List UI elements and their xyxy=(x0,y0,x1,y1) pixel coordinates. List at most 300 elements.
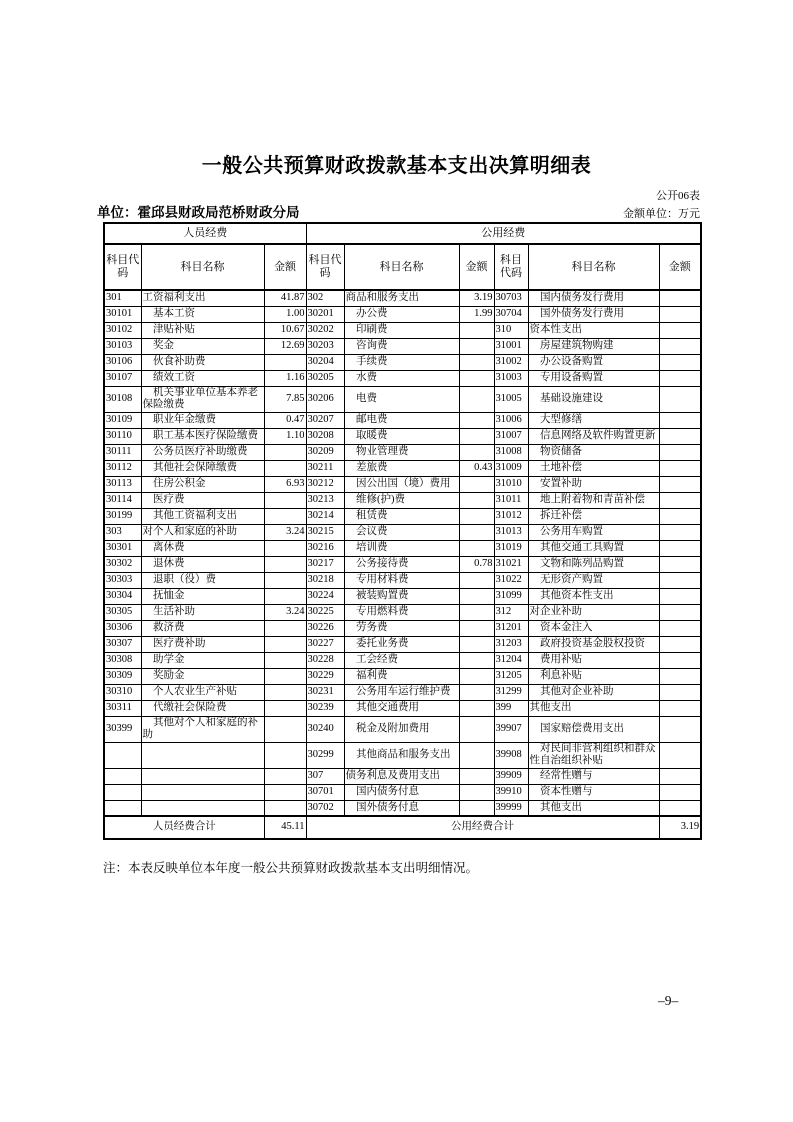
cell-subject-code: 30215 xyxy=(306,524,344,540)
personnel-total-amount: 45.11 xyxy=(264,816,306,839)
cell-amount xyxy=(659,492,701,508)
cell-amount: 6.93 xyxy=(264,476,306,492)
cell-amount xyxy=(459,386,494,412)
cell-subject-name: 基础设施建设 xyxy=(528,386,659,412)
cell-subject-name: 公务用车购置 xyxy=(528,524,659,540)
cell-subject-name: 其他资本性支出 xyxy=(528,588,659,604)
cell-amount xyxy=(459,588,494,604)
cell-subject-name: 公务用车运行维护费 xyxy=(344,684,459,700)
cell-amount xyxy=(264,800,306,816)
cell-subject-name: 土地补偿 xyxy=(528,460,659,476)
table-row xyxy=(104,306,701,322)
cell-amount xyxy=(459,540,494,556)
cell-subject-name: 国家赔偿费用支出 xyxy=(528,716,659,742)
cell-amount xyxy=(659,604,701,620)
cell-amount xyxy=(659,370,701,386)
cell-amount xyxy=(264,652,306,668)
cell-subject-name: 津贴补贴 xyxy=(141,322,264,338)
cell-subject-name: 公务员医疗补助缴费 xyxy=(141,444,264,460)
cell-subject-name: 水费 xyxy=(344,370,459,386)
table-row xyxy=(104,524,701,540)
cell-amount xyxy=(459,508,494,524)
unit-label: 单位： xyxy=(97,205,138,220)
cell-amount xyxy=(459,492,494,508)
cell-subject-code: 31009 xyxy=(494,460,528,476)
cell-subject-name: 大型修缮 xyxy=(528,412,659,428)
cell-subject-name: 经常性赠与 xyxy=(528,768,659,784)
cell-subject-code: 30103 xyxy=(104,338,141,354)
cell-subject-code: 30199 xyxy=(104,508,141,524)
cell-amount xyxy=(459,572,494,588)
cell-subject-name: 房屋建筑物购建 xyxy=(528,338,659,354)
cell-subject-name: 物资储备 xyxy=(528,444,659,460)
cell-subject-name: 国内债务付息 xyxy=(344,784,459,800)
cell-subject-code: 30208 xyxy=(306,428,344,444)
cell-subject-name: 费用补贴 xyxy=(528,652,659,668)
cell-amount xyxy=(459,716,494,742)
cell-subject-code: 30311 xyxy=(104,700,141,716)
cell-subject-code: 30218 xyxy=(306,572,344,588)
cell-amount xyxy=(659,354,701,370)
table-row xyxy=(104,652,701,668)
cell-subject-name: 信息网络及软件购置更新 xyxy=(528,428,659,444)
cell-subject-code: 30308 xyxy=(104,652,141,668)
cell-subject-code: 31001 xyxy=(494,338,528,354)
cell-amount xyxy=(264,784,306,800)
cell-subject-name: 住房公积金 xyxy=(141,476,264,492)
table-row xyxy=(104,800,701,816)
cell-subject-name: 邮电费 xyxy=(344,412,459,428)
cell-amount: 0.47 xyxy=(264,412,306,428)
cell-subject-code: 30214 xyxy=(306,508,344,524)
cell-subject-code: 30211 xyxy=(306,460,344,476)
cell-subject-code: 30310 xyxy=(104,684,141,700)
cell-subject-code: 30102 xyxy=(104,322,141,338)
cell-amount: 1.99 xyxy=(459,306,494,322)
cell-amount xyxy=(459,652,494,668)
cell-subject-code: 303 xyxy=(104,524,141,540)
cell-subject-code xyxy=(104,768,141,784)
cell-subject-name: 物业管理费 xyxy=(344,444,459,460)
table-row xyxy=(104,604,701,620)
amount-unit-label: 金额单位： xyxy=(623,208,678,220)
cell-subject-code: 30213 xyxy=(306,492,344,508)
cell-subject-code: 30106 xyxy=(104,354,141,370)
cell-subject-name: 劳务费 xyxy=(344,620,459,636)
cell-amount xyxy=(264,492,306,508)
col-header-amount: 金额 xyxy=(459,244,494,290)
cell-subject-code: 30206 xyxy=(306,386,344,412)
cell-subject-name: 工资福利支出 xyxy=(141,290,264,306)
cell-subject-code: 30303 xyxy=(104,572,141,588)
cell-subject-name xyxy=(141,800,264,816)
cell-subject-name: 商品和服务支出 xyxy=(344,290,459,306)
form-number-label: 公开06表 xyxy=(656,190,700,202)
cell-subject-name: 会议费 xyxy=(344,524,459,540)
cell-amount xyxy=(659,716,701,742)
cell-subject-code: 30108 xyxy=(104,386,141,412)
cell-subject-code: 30299 xyxy=(306,742,344,768)
cell-subject-name: 培训费 xyxy=(344,540,459,556)
cell-amount: 3.24 xyxy=(264,604,306,620)
cell-subject-code: 30112 xyxy=(104,460,141,476)
cell-subject-code: 30217 xyxy=(306,556,344,572)
cell-subject-name: 奖金 xyxy=(141,338,264,354)
cell-subject-name: 其他交通费用 xyxy=(344,700,459,716)
cell-amount xyxy=(659,784,701,800)
table-row xyxy=(104,784,701,800)
cell-amount xyxy=(264,684,306,700)
cell-subject-code: 30305 xyxy=(104,604,141,620)
table-body xyxy=(104,290,701,816)
cell-amount xyxy=(264,572,306,588)
cell-subject-name: 对个人和家庭的补助 xyxy=(141,524,264,540)
table-row xyxy=(104,354,701,370)
cell-amount xyxy=(264,768,306,784)
cell-subject-name: 被装购置费 xyxy=(344,588,459,604)
cell-subject-code: 399 xyxy=(494,700,528,716)
cell-subject-code: 30701 xyxy=(306,784,344,800)
cell-subject-code: 30109 xyxy=(104,412,141,428)
table-row xyxy=(104,768,701,784)
page-number: –9– xyxy=(658,993,679,1008)
cell-amount xyxy=(659,306,701,322)
table-row xyxy=(104,620,701,636)
cell-subject-name: 离休费 xyxy=(141,540,264,556)
page-title: 一般公共预算财政拨款基本支出决算明细表 xyxy=(201,155,592,177)
cell-subject-code: 31203 xyxy=(494,636,528,652)
cell-subject-code: 301 xyxy=(104,290,141,306)
table-row xyxy=(104,556,701,572)
cell-subject-name: 专用燃料费 xyxy=(344,604,459,620)
cell-subject-code: 30307 xyxy=(104,636,141,652)
cell-amount xyxy=(659,338,701,354)
cell-subject-name: 其他支出 xyxy=(528,700,659,716)
col-header-subject-name: 科目名称 xyxy=(141,244,264,290)
cell-amount xyxy=(659,588,701,604)
public-total-amount: 3.19 xyxy=(659,816,701,839)
cell-subject-name: 办公设备购置 xyxy=(528,354,659,370)
cell-subject-name: 印刷费 xyxy=(344,322,459,338)
col-header-subject-name: 科目名称 xyxy=(344,244,459,290)
cell-subject-code: 30309 xyxy=(104,668,141,684)
cell-subject-code: 31011 xyxy=(494,492,528,508)
cell-subject-name: 资本性支出 xyxy=(528,322,659,338)
cell-subject-code: 30224 xyxy=(306,588,344,604)
cell-subject-code: 30301 xyxy=(104,540,141,556)
cell-subject-code: 30216 xyxy=(306,540,344,556)
cell-amount xyxy=(659,668,701,684)
public-total-label: 公用经费合计 xyxy=(306,816,659,839)
cell-amount xyxy=(659,652,701,668)
cell-subject-code: 39908 xyxy=(494,742,528,768)
cell-subject-name: 资本性赠与 xyxy=(528,784,659,800)
cell-amount xyxy=(659,476,701,492)
cell-amount xyxy=(659,460,701,476)
cell-subject-code: 31012 xyxy=(494,508,528,524)
cell-subject-name: 税金及附加费用 xyxy=(344,716,459,742)
cell-subject-code: 30306 xyxy=(104,620,141,636)
cell-amount xyxy=(459,636,494,652)
cell-subject-code: 30201 xyxy=(306,306,344,322)
cell-amount xyxy=(659,620,701,636)
table-row xyxy=(104,636,701,652)
cell-amount: 12.69 xyxy=(264,338,306,354)
cell-subject-code: 312 xyxy=(494,604,528,620)
table-row xyxy=(104,444,701,460)
cell-subject-code: 30231 xyxy=(306,684,344,700)
cell-subject-code: 30114 xyxy=(104,492,141,508)
table-row xyxy=(104,668,701,684)
cell-amount xyxy=(659,572,701,588)
cell-amount xyxy=(659,800,701,816)
cell-subject-code: 30204 xyxy=(306,354,344,370)
col-header-subject-code: 科目代码 xyxy=(104,244,141,290)
table-row xyxy=(104,370,701,386)
totals-row xyxy=(104,816,701,839)
cell-amount xyxy=(459,322,494,338)
cell-amount xyxy=(459,620,494,636)
cell-subject-code: 30704 xyxy=(494,306,528,322)
cell-subject-code: 30399 xyxy=(104,716,141,742)
cell-subject-code: 31013 xyxy=(494,524,528,540)
cell-amount xyxy=(264,460,306,476)
cell-amount: 10.67 xyxy=(264,322,306,338)
cell-subject-code: 31205 xyxy=(494,668,528,684)
cell-amount xyxy=(264,540,306,556)
table-row xyxy=(104,716,701,742)
cell-amount xyxy=(659,508,701,524)
cell-subject-name: 债务利息及费用支出 xyxy=(344,768,459,784)
cell-subject-name: 其他对企业补助 xyxy=(528,684,659,700)
cell-subject-name: 租赁费 xyxy=(344,508,459,524)
cell-amount: 1.16 xyxy=(264,370,306,386)
cell-subject-code: 30207 xyxy=(306,412,344,428)
cell-subject-name: 国外债务发行费用 xyxy=(528,306,659,322)
cell-subject-code: 310 xyxy=(494,322,528,338)
cell-subject-name: 文物和陈列品购置 xyxy=(528,556,659,572)
personnel-total-label: 人员经费合计 xyxy=(104,816,264,839)
cell-subject-name: 其他商品和服务支出 xyxy=(344,742,459,768)
cell-subject-name: 抚恤金 xyxy=(141,588,264,604)
cell-subject-code: 39909 xyxy=(494,768,528,784)
cell-amount xyxy=(659,428,701,444)
cell-subject-code: 31299 xyxy=(494,684,528,700)
cell-subject-code: 39910 xyxy=(494,784,528,800)
cell-subject-name: 救济费 xyxy=(141,620,264,636)
table-row xyxy=(104,508,701,524)
cell-amount xyxy=(264,588,306,604)
cell-amount xyxy=(264,620,306,636)
cell-subject-code: 31099 xyxy=(494,588,528,604)
cell-amount xyxy=(459,668,494,684)
cell-subject-code xyxy=(104,742,141,768)
cell-amount xyxy=(264,556,306,572)
cell-subject-name: 委托业务费 xyxy=(344,636,459,652)
table-row xyxy=(104,412,701,428)
cell-subject-code: 31204 xyxy=(494,652,528,668)
cell-subject-name: 电费 xyxy=(344,386,459,412)
cell-subject-code: 30203 xyxy=(306,338,344,354)
cell-amount xyxy=(659,636,701,652)
cell-subject-name: 专用材料费 xyxy=(344,572,459,588)
cell-amount: 0.43 xyxy=(459,460,494,476)
column-header-row xyxy=(104,244,701,290)
cell-amount xyxy=(459,524,494,540)
budget-detail-table xyxy=(103,222,702,840)
cell-amount xyxy=(264,742,306,768)
cell-subject-name: 其他社会保障缴费 xyxy=(141,460,264,476)
cell-subject-name xyxy=(141,768,264,784)
cell-subject-code: 31002 xyxy=(494,354,528,370)
cell-subject-code: 30240 xyxy=(306,716,344,742)
cell-amount: 7.85 xyxy=(264,386,306,412)
cell-subject-name: 伙食补助费 xyxy=(141,354,264,370)
cell-subject-code: 30212 xyxy=(306,476,344,492)
cell-subject-name: 公务接待费 xyxy=(344,556,459,572)
cell-subject-name: 其他支出 xyxy=(528,800,659,816)
cell-subject-name: 其他工资福利支出 xyxy=(141,508,264,524)
cell-subject-name: 福利费 xyxy=(344,668,459,684)
cell-subject-code: 30225 xyxy=(306,604,344,620)
cell-amount xyxy=(264,636,306,652)
cell-subject-code: 30107 xyxy=(104,370,141,386)
cell-amount xyxy=(459,700,494,716)
cell-subject-code: 30111 xyxy=(104,444,141,460)
cell-subject-name: 绩效工资 xyxy=(141,370,264,386)
cell-subject-name: 政府投资基金股权投资 xyxy=(528,636,659,652)
cell-subject-name xyxy=(141,784,264,800)
cell-subject-name: 工会经费 xyxy=(344,652,459,668)
cell-subject-code xyxy=(104,784,141,800)
group-header-row xyxy=(104,223,701,244)
cell-subject-code: 30304 xyxy=(104,588,141,604)
cell-subject-name: 无形资产购置 xyxy=(528,572,659,588)
meta-row xyxy=(97,201,700,221)
table-row xyxy=(104,322,701,338)
cell-subject-name: 国内债务发行费用 xyxy=(528,290,659,306)
cell-subject-code: 31021 xyxy=(494,556,528,572)
table-row xyxy=(104,428,701,444)
amount-unit-value: 万元 xyxy=(678,208,700,220)
cell-subject-code: 30209 xyxy=(306,444,344,460)
cell-amount xyxy=(659,684,701,700)
cell-amount: 41.87 xyxy=(264,290,306,306)
cell-subject-name: 维修(护)费 xyxy=(344,492,459,508)
cell-subject-name: 代缴社会保险费 xyxy=(141,700,264,716)
cell-subject-name: 咨询费 xyxy=(344,338,459,354)
cell-amount xyxy=(264,700,306,716)
cell-subject-code: 31006 xyxy=(494,412,528,428)
cell-subject-name: 其他交通工具购置 xyxy=(528,540,659,556)
unit-name: 霍邱县财政局范桥财政分局 xyxy=(137,205,300,220)
cell-subject-name: 差旅费 xyxy=(344,460,459,476)
cell-amount xyxy=(659,700,701,716)
unit-line xyxy=(97,201,300,221)
cell-subject-code: 31007 xyxy=(494,428,528,444)
cell-subject-name: 安置补助 xyxy=(528,476,659,492)
cell-amount xyxy=(264,354,306,370)
cell-subject-code: 31005 xyxy=(494,386,528,412)
cell-subject-name: 办公费 xyxy=(344,306,459,322)
cell-subject-code: 30226 xyxy=(306,620,344,636)
cell-subject-code: 30703 xyxy=(494,290,528,306)
cell-subject-name: 机关事业单位基本养老保险缴费 xyxy=(141,386,264,412)
cell-amount: 3.19 xyxy=(459,290,494,306)
cell-subject-name: 专用设备购置 xyxy=(528,370,659,386)
table-row xyxy=(104,540,701,556)
cell-subject-name: 医疗费补助 xyxy=(141,636,264,652)
cell-amount xyxy=(459,338,494,354)
amount-unit-line xyxy=(623,205,700,221)
cell-subject-name: 医疗费 xyxy=(141,492,264,508)
cell-subject-code: 31201 xyxy=(494,620,528,636)
cell-amount xyxy=(659,290,701,306)
cell-amount xyxy=(659,444,701,460)
table-row xyxy=(104,572,701,588)
table-row xyxy=(104,742,701,768)
table-row xyxy=(104,492,701,508)
cell-subject-code: 30702 xyxy=(306,800,344,816)
cell-amount xyxy=(264,668,306,684)
cell-amount xyxy=(659,742,701,768)
cell-subject-code: 30302 xyxy=(104,556,141,572)
cell-subject-code: 30239 xyxy=(306,700,344,716)
cell-subject-name: 奖励金 xyxy=(141,668,264,684)
cell-subject-code: 307 xyxy=(306,768,344,784)
cell-amount xyxy=(659,540,701,556)
cell-subject-name: 手续费 xyxy=(344,354,459,370)
table-row xyxy=(104,386,701,412)
cell-amount xyxy=(659,386,701,412)
cell-subject-code: 30202 xyxy=(306,322,344,338)
cell-amount xyxy=(659,412,701,428)
table-row xyxy=(104,476,701,492)
cell-amount xyxy=(459,428,494,444)
table-row xyxy=(104,684,701,700)
cell-subject-name: 利息补贴 xyxy=(528,668,659,684)
cell-subject-code: 31010 xyxy=(494,476,528,492)
cell-subject-name: 因公出国（境）费用 xyxy=(344,476,459,492)
cell-subject-name: 对民间非营利组织和群众性自治组织补贴 xyxy=(528,742,659,768)
cell-subject-code xyxy=(104,800,141,816)
cell-amount xyxy=(459,412,494,428)
cell-subject-name: 取暖费 xyxy=(344,428,459,444)
cell-amount xyxy=(459,476,494,492)
col-header-amount: 金额 xyxy=(264,244,306,290)
cell-subject-code: 30110 xyxy=(104,428,141,444)
cell-subject-name: 基本工资 xyxy=(141,306,264,322)
cell-subject-code: 30101 xyxy=(104,306,141,322)
cell-amount xyxy=(459,784,494,800)
table-row xyxy=(104,700,701,716)
cell-subject-name: 对企业补助 xyxy=(528,604,659,620)
cell-subject-code: 31003 xyxy=(494,370,528,386)
cell-subject-name: 助学金 xyxy=(141,652,264,668)
cell-subject-code: 31008 xyxy=(494,444,528,460)
table-row xyxy=(104,460,701,476)
cell-subject-name: 职业年金缴费 xyxy=(141,412,264,428)
cell-amount xyxy=(659,322,701,338)
cell-subject-code: 302 xyxy=(306,290,344,306)
cell-subject-name: 拆迁补偿 xyxy=(528,508,659,524)
cell-amount xyxy=(459,742,494,768)
cell-subject-name: 退职（役）费 xyxy=(141,572,264,588)
cell-subject-name: 地上附着物和青苗补偿 xyxy=(528,492,659,508)
cell-amount xyxy=(459,604,494,620)
cell-amount xyxy=(459,370,494,386)
table-row xyxy=(104,338,701,354)
